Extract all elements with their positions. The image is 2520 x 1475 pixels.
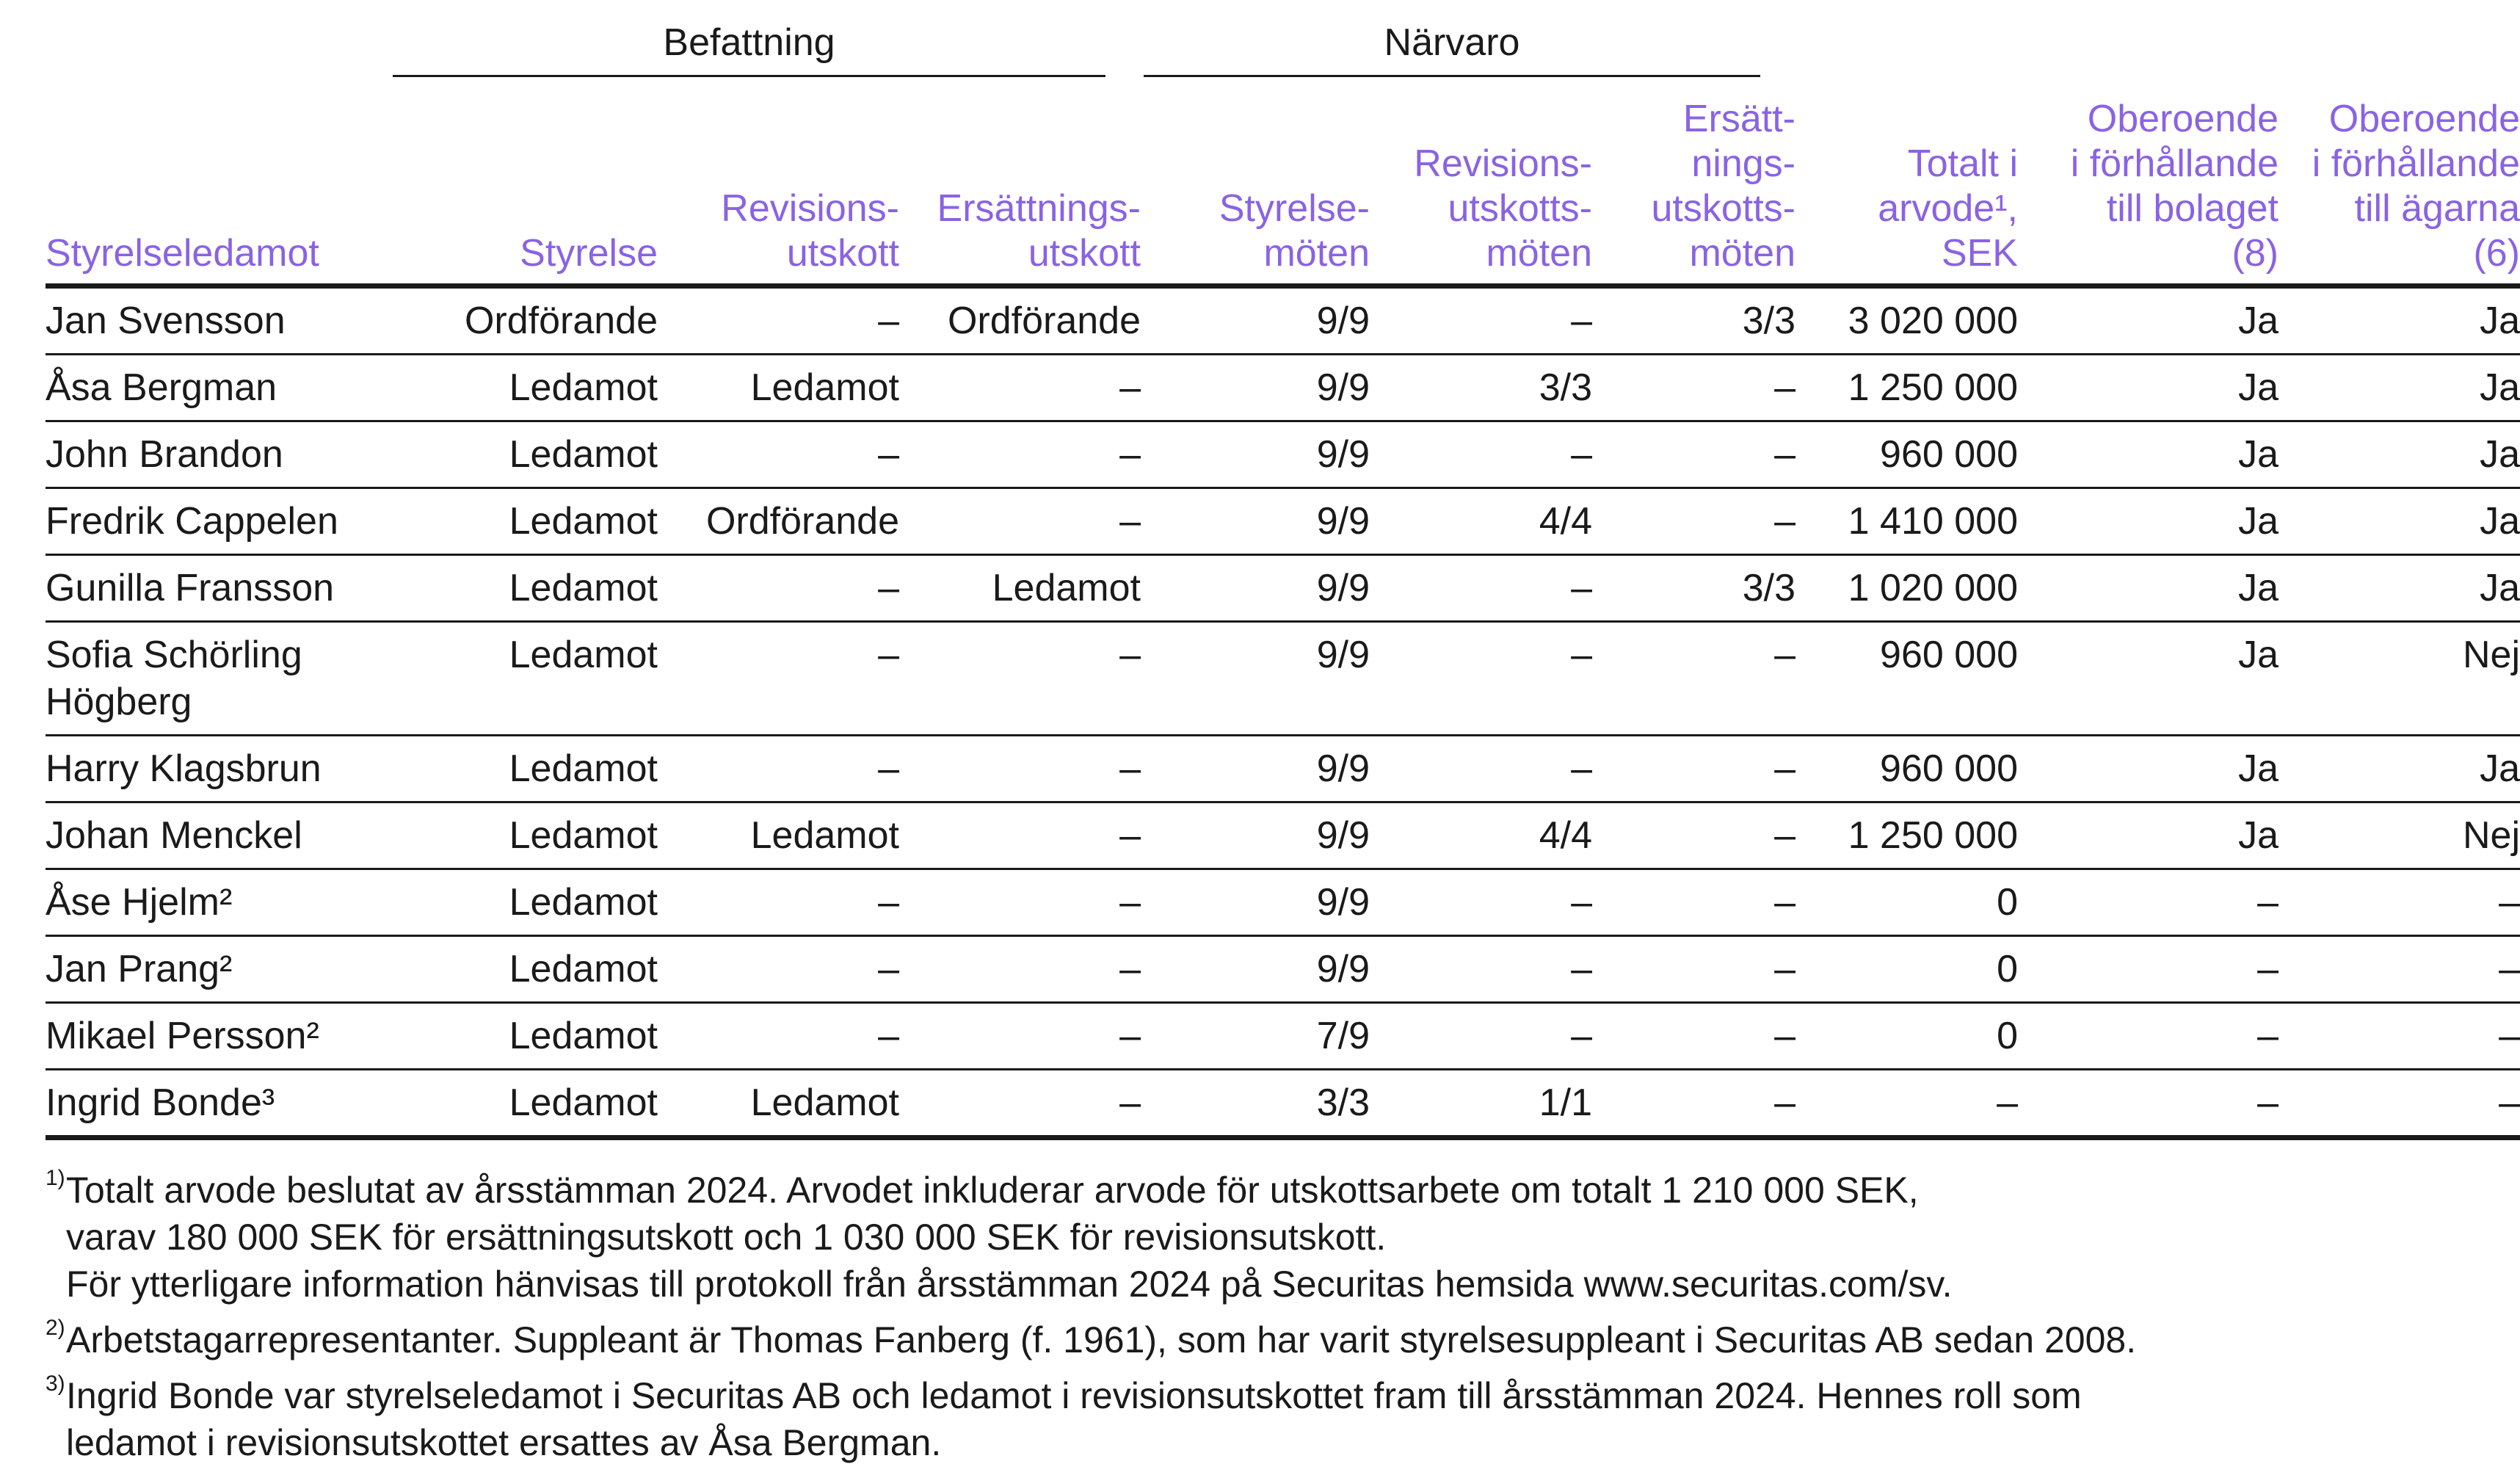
cell-styrelse-role: Ledamot <box>393 869 658 936</box>
cell-ersattningsutskott-role: Ledamot <box>899 555 1141 622</box>
cell-oberoende-bolaget: Ja <box>2018 488 2278 555</box>
table-row <box>46 355 2520 421</box>
cell-ersattningsutskottsmoten: – <box>1592 802 1795 869</box>
col-header-ersattningsutskottsmoten: Ersätt- nings- utskotts- möten <box>1592 78 1795 286</box>
cell-styrelsemoten: 9/9 <box>1141 555 1370 622</box>
col-header-revisionsutskott: Revisions- utskott <box>658 78 899 286</box>
group-header-narvaro: Närvaro <box>1144 19 1760 77</box>
cell-ersattningsutskottsmoten: – <box>1592 869 1795 936</box>
cell-styrelse-role: Ledamot <box>393 421 658 488</box>
cell-member-name: Åsa Bergman <box>46 355 393 421</box>
cell-revisionsutskott-role: Ordförande <box>658 488 899 555</box>
footnotes <box>46 1167 2474 1466</box>
cell-ersattningsutskottsmoten: – <box>1592 736 1795 802</box>
footnote <box>46 1316 2474 1363</box>
cell-member-name: Ingrid Bonde³ <box>46 1070 393 1138</box>
cell-oberoende-agarna: Nej <box>2278 802 2520 869</box>
cell-revisionsutskott-role: – <box>658 869 899 936</box>
footnote-text: För ytterligare information hänvisas till protokoll från årsstämman 2024 på Securitas hemsida www.securitas.com/sv. <box>66 1264 1953 1305</box>
cell-styrelse-role: Ordförande <box>393 286 658 355</box>
cell-styrelsemoten: 9/9 <box>1141 869 1370 936</box>
cell-ersattningsutskott-role: – <box>899 355 1141 421</box>
col-header-oberoende-bolaget: Oberoende i förhållande till bolaget (8) <box>2018 78 2278 286</box>
cell-ersattningsutskott-role: – <box>899 802 1141 869</box>
footnote-mark: 2) <box>46 1316 65 1340</box>
cell-totalt-arvode: 3 020 000 <box>1795 286 2018 355</box>
cell-totalt-arvode: 1 020 000 <box>1795 555 2018 622</box>
cell-styrelsemoten: 7/9 <box>1141 1003 1370 1070</box>
cell-revisionsutskottsmoten: – <box>1370 555 1592 622</box>
table-row <box>46 286 2520 355</box>
cell-oberoende-agarna: Ja <box>2278 286 2520 355</box>
cell-revisionsutskottsmoten: – <box>1370 869 1592 936</box>
cell-ersattningsutskottsmoten: – <box>1592 622 1795 736</box>
cell-ersattningsutskott-role: – <box>899 1003 1141 1070</box>
cell-oberoende-bolaget: Ja <box>2018 622 2278 736</box>
table-row <box>46 622 2520 736</box>
cell-member-name: Gunilla Fransson <box>46 555 393 622</box>
cell-revisionsutskott-role: – <box>658 421 899 488</box>
table-row <box>46 555 2520 622</box>
cell-ersattningsutskott-role: – <box>899 936 1141 1003</box>
table-row <box>46 869 2520 936</box>
table-body <box>46 286 2520 1138</box>
cell-ersattningsutskottsmoten: – <box>1592 1070 1795 1138</box>
cell-ersattningsutskott-role: – <box>899 869 1141 936</box>
col-header-styrelseledamot: Styrelseledamot <box>46 78 393 286</box>
cell-oberoende-bolaget: Ja <box>2018 555 2278 622</box>
cell-styrelse-role: Ledamot <box>393 555 658 622</box>
cell-oberoende-agarna: – <box>2278 1003 2520 1070</box>
cell-oberoende-agarna: Ja <box>2278 421 2520 488</box>
cell-oberoende-bolaget: – <box>2018 869 2278 936</box>
cell-revisionsutskott-role: – <box>658 936 899 1003</box>
cell-styrelsemoten: 9/9 <box>1141 622 1370 736</box>
cell-totalt-arvode: 0 <box>1795 869 2018 936</box>
cell-styrelsemoten: 9/9 <box>1141 488 1370 555</box>
col-header-styrelse: Styrelse <box>393 78 658 286</box>
cell-oberoende-bolaget: Ja <box>2018 421 2278 488</box>
table-row <box>46 1070 2520 1138</box>
cell-styrelsemoten: 3/3 <box>1141 1070 1370 1138</box>
cell-styrelsemoten: 9/9 <box>1141 736 1370 802</box>
cell-oberoende-agarna: – <box>2278 936 2520 1003</box>
cell-member-name: Sofia Schörling Högberg <box>46 622 393 736</box>
cell-oberoende-bolaget: Ja <box>2018 736 2278 802</box>
cell-totalt-arvode: – <box>1795 1070 2018 1138</box>
cell-oberoende-agarna: Ja <box>2278 488 2520 555</box>
cell-member-name: Jan Prang² <box>46 936 393 1003</box>
board-table-section <box>46 0 2520 1475</box>
cell-ersattningsutskottsmoten: 3/3 <box>1592 286 1795 355</box>
cell-revisionsutskottsmoten: – <box>1370 622 1592 736</box>
cell-revisionsutskott-role: Ledamot <box>658 355 899 421</box>
cell-revisionsutskottsmoten: 1/1 <box>1370 1070 1592 1138</box>
cell-styrelsemoten: 9/9 <box>1141 286 1370 355</box>
table-row <box>46 421 2520 488</box>
cell-styrelse-role: Ledamot <box>393 488 658 555</box>
cell-totalt-arvode: 0 <box>1795 1003 2018 1070</box>
table-row <box>46 802 2520 869</box>
col-header-styrelsemoten: Styrelse- möten <box>1141 78 1370 286</box>
cell-totalt-arvode: 960 000 <box>1795 622 2018 736</box>
cell-totalt-arvode: 960 000 <box>1795 736 2018 802</box>
cell-oberoende-agarna: Ja <box>2278 355 2520 421</box>
cell-oberoende-agarna: – <box>2278 869 2520 936</box>
table-header-row <box>46 78 2520 286</box>
footnote-text: Totalt arvode beslutat av årsstämman 2024. Arvodet inkluderar arvode för utskottsarbete om totalt 1 210 000 SEK, <box>66 1170 1919 1211</box>
cell-oberoende-bolaget: Ja <box>2018 286 2278 355</box>
cell-revisionsutskottsmoten: 4/4 <box>1370 488 1592 555</box>
col-header-oberoende-agarna: Oberoende i förhållande till ägarna (6) <box>2278 78 2520 286</box>
cell-revisionsutskott-role: – <box>658 286 899 355</box>
cell-totalt-arvode: 960 000 <box>1795 421 2018 488</box>
cell-oberoende-bolaget: – <box>2018 936 2278 1003</box>
cell-oberoende-agarna: Ja <box>2278 736 2520 802</box>
cell-revisionsutskott-role: – <box>658 1003 899 1070</box>
cell-ersattningsutskottsmoten: – <box>1592 1003 1795 1070</box>
cell-oberoende-agarna: – <box>2278 1070 2520 1138</box>
footnote-text: ledamot i revisionsutskottet ersattes av Åsa Bergman. <box>66 1422 942 1463</box>
cell-styrelsemoten: 9/9 <box>1141 421 1370 488</box>
cell-ersattningsutskottsmoten: – <box>1592 421 1795 488</box>
cell-ersattningsutskott-role: Ordförande <box>899 286 1141 355</box>
cell-revisionsutskottsmoten: 3/3 <box>1370 355 1592 421</box>
cell-totalt-arvode: 1 410 000 <box>1795 488 2018 555</box>
footnote <box>46 1167 2474 1308</box>
cell-member-name: Mikael Persson² <box>46 1003 393 1070</box>
cell-totalt-arvode: 0 <box>1795 936 2018 1003</box>
cell-revisionsutskott-role: Ledamot <box>658 1070 899 1138</box>
cell-ersattningsutskottsmoten: – <box>1592 936 1795 1003</box>
footnote-mark: 1) <box>46 1166 65 1190</box>
cell-member-name: Harry Klagsbrun <box>46 736 393 802</box>
cell-oberoende-bolaget: Ja <box>2018 355 2278 421</box>
cell-ersattningsutskott-role: – <box>899 736 1141 802</box>
cell-member-name: John Brandon <box>46 421 393 488</box>
cell-styrelse-role: Ledamot <box>393 802 658 869</box>
col-header-ersattningsutskott: Ersättnings- utskott <box>899 78 1141 286</box>
cell-ersattningsutskottsmoten: – <box>1592 355 1795 421</box>
cell-styrelse-role: Ledamot <box>393 1003 658 1070</box>
cell-styrelse-role: Ledamot <box>393 1070 658 1138</box>
cell-revisionsutskott-role: Ledamot <box>658 802 899 869</box>
column-groups <box>46 0 2474 78</box>
cell-member-name: Åse Hjelm² <box>46 869 393 936</box>
cell-revisionsutskottsmoten: – <box>1370 421 1592 488</box>
cell-revisionsutskott-role: – <box>658 555 899 622</box>
cell-ersattningsutskott-role: – <box>899 622 1141 736</box>
table-row <box>46 736 2520 802</box>
group-header-befattning: Befattning <box>393 19 1105 77</box>
cell-styrelsemoten: 9/9 <box>1141 802 1370 869</box>
footnote-text: varav 180 000 SEK för ersättningsutskott och 1 030 000 SEK för revisionsutskott. <box>66 1217 1387 1258</box>
cell-ersattningsutskott-role: – <box>899 488 1141 555</box>
cell-member-name: Jan Svensson <box>46 286 393 355</box>
cell-member-name: Johan Menckel <box>46 802 393 869</box>
cell-revisionsutskottsmoten: – <box>1370 936 1592 1003</box>
cell-ersattningsutskott-role: – <box>899 1070 1141 1138</box>
cell-revisionsutskottsmoten: 4/4 <box>1370 802 1592 869</box>
cell-revisionsutskott-role: – <box>658 622 899 736</box>
table-row <box>46 1003 2520 1070</box>
cell-styrelsemoten: 9/9 <box>1141 355 1370 421</box>
cell-revisionsutskottsmoten: – <box>1370 286 1592 355</box>
footnote <box>46 1372 2474 1466</box>
cell-ersattningsutskottsmoten: – <box>1592 488 1795 555</box>
cell-oberoende-bolaget: – <box>2018 1003 2278 1070</box>
cell-oberoende-bolaget: – <box>2018 1070 2278 1138</box>
cell-styrelsemoten: 9/9 <box>1141 936 1370 1003</box>
col-header-totalt-arvode: Totalt i arvode¹, SEK <box>1795 78 2018 286</box>
footnote-text: Arbetstagarrepresentanter. Suppleant är Thomas Fanberg (f. 1961), som har varit styrelsesuppleant i Securitas AB sedan 2008. <box>66 1319 2137 1360</box>
cell-oberoende-agarna: Ja <box>2278 555 2520 622</box>
board-members-table <box>46 78 2520 1140</box>
cell-styrelse-role: Ledamot <box>393 622 658 736</box>
cell-styrelse-role: Ledamot <box>393 355 658 421</box>
cell-oberoende-agarna: Nej <box>2278 622 2520 736</box>
cell-styrelse-role: Ledamot <box>393 736 658 802</box>
cell-styrelse-role: Ledamot <box>393 936 658 1003</box>
cell-ersattningsutskott-role: – <box>899 421 1141 488</box>
cell-revisionsutskott-role: – <box>658 736 899 802</box>
table-row <box>46 488 2520 555</box>
cell-oberoende-bolaget: Ja <box>2018 802 2278 869</box>
cell-totalt-arvode: 1 250 000 <box>1795 355 2018 421</box>
cell-ersattningsutskottsmoten: 3/3 <box>1592 555 1795 622</box>
table-row <box>46 936 2520 1003</box>
cell-totalt-arvode: 1 250 000 <box>1795 802 2018 869</box>
col-header-revisionsutskottsmoten: Revisions- utskotts- möten <box>1370 78 1592 286</box>
footnote-text: Ingrid Bonde var styrelseledamot i Securitas AB och ledamot i revisionsutskottet fram till årsstämman 2024. Hennes roll som <box>66 1375 2082 1416</box>
cell-revisionsutskottsmoten: – <box>1370 1003 1592 1070</box>
cell-member-name: Fredrik Cappelen <box>46 488 393 555</box>
footnote-mark: 3) <box>46 1371 65 1396</box>
cell-revisionsutskottsmoten: – <box>1370 736 1592 802</box>
